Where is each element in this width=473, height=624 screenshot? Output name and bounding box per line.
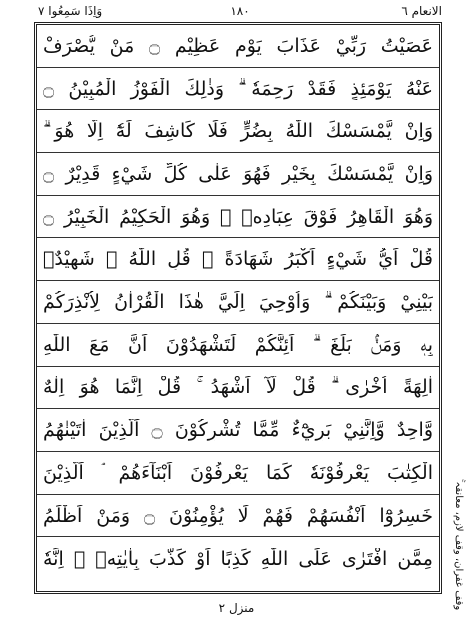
line-text: وَاِنْ يَّمْسَسْكَ اللّٰهُ بِضُرٍّ فَلَا كَاشِفَ لَهٗٓ اِلَّا هُوَ ۗ bbox=[43, 120, 433, 143]
manzil-footer: منزل ٢ bbox=[218, 601, 255, 615]
line-text: الْكِتٰبَ يَعْرِفُوْنَهٗ كَمَا يَعْرِفُوْنَ اَبْنَآءَهُمْ ۘ اَلَّذِيْنَ bbox=[43, 461, 433, 484]
line-text: عَصَيْتُ رَبِّيْ عَذَابَ يَوْمٍ عَظِيْمٍ ۝ مَنْ يُّصْرَفْ bbox=[43, 34, 433, 57]
line-text: بِهٖ وَمَنْۢ بَلَغَ ۗ اَئِنَّكُمْ لَتَشْهَدُوْنَ اَنَّ مَعَ اللّٰهِ bbox=[43, 333, 433, 356]
text-line bbox=[37, 68, 439, 111]
text-line bbox=[37, 25, 439, 68]
margin-note: وقف غفران، وقف لازم، معانقہ ۚ bbox=[453, 478, 464, 610]
line-text: قُلْ اَيُّ شَيْءٍ اَكْبَرُ شَهَادَةً ۗ قُلِ اللّٰهُ ۗ شَهِيْدٌۢ bbox=[43, 248, 433, 271]
juz-title: وَاِذَا سَمِعُوا ٧ bbox=[38, 4, 103, 18]
line-text: وَّاحِدٌ وَّاِنَّنِيْ بَرِيْٓءٌ مِّمَّا تُشْرِكُوْنَ ۝ اَلَّذِيْنَ اٰتَيْنٰهُمُ bbox=[43, 419, 433, 442]
text-line bbox=[37, 196, 439, 239]
text-line bbox=[37, 367, 439, 410]
line-text: وَهُوَ الْقَاهِرُ فَوْقَ عِبَادِهٖ ۗ وَهُوَ الْحَكِيْمُ الْخَبِيْرُ ۝ bbox=[43, 205, 433, 228]
text-line bbox=[37, 452, 439, 495]
line-text: مِمَّنِ افْتَرٰى عَلَى اللّٰهِ كَذِبًا اَوْ كَذَّبَ بِاٰيٰتِهٖ ۗ اِنَّهٗ bbox=[43, 547, 433, 570]
text-line bbox=[37, 239, 439, 282]
text-line bbox=[37, 110, 439, 153]
line-text: خَسِرُوْٓا اَنْفُسَهُمْ فَهُمْ لَا يُؤْمِنُوْنَ ۝ وَمَنْ اَظْلَمُ bbox=[43, 504, 433, 527]
line-text: وَاِنْ يَّمْسَسْكَ بِخَيْرٍ فَهُوَ عَلٰى كُلِّ شَيْءٍ قَدِيْرٌ ۝ bbox=[43, 162, 433, 185]
line-text: بَيْنِيْ وَبَيْنَكُمْ ۗ وَاُوْحِيَ اِلَيَّ هٰذَا الْقُرْاٰنُ لِاُنْذِرَكُمْ bbox=[43, 291, 433, 314]
page-number: ١٨٠ bbox=[230, 4, 250, 18]
text-line bbox=[37, 324, 439, 367]
page-header bbox=[34, 2, 446, 22]
text-frame bbox=[34, 22, 442, 594]
line-text: عَنْهُ يَوْمَئِذٍ فَقَدْ رَحِمَهٗ ۗ وَذٰلِكَ الْفَوْزُ الْمُبِيْنُ ۝ bbox=[43, 77, 433, 100]
line-text: اٰلِهَةً اُخْرٰى ۗ قُلْ لَّآ اَشْهَدُ ۚ قُلْ اِنَّمَا هُوَ اِلٰهٌ bbox=[43, 376, 433, 399]
text-line bbox=[37, 409, 439, 452]
text-line bbox=[37, 281, 439, 324]
text-line bbox=[37, 153, 439, 196]
text-line bbox=[37, 495, 439, 538]
text-line bbox=[37, 537, 439, 580]
surah-title: الانعام ٦ bbox=[401, 4, 442, 18]
